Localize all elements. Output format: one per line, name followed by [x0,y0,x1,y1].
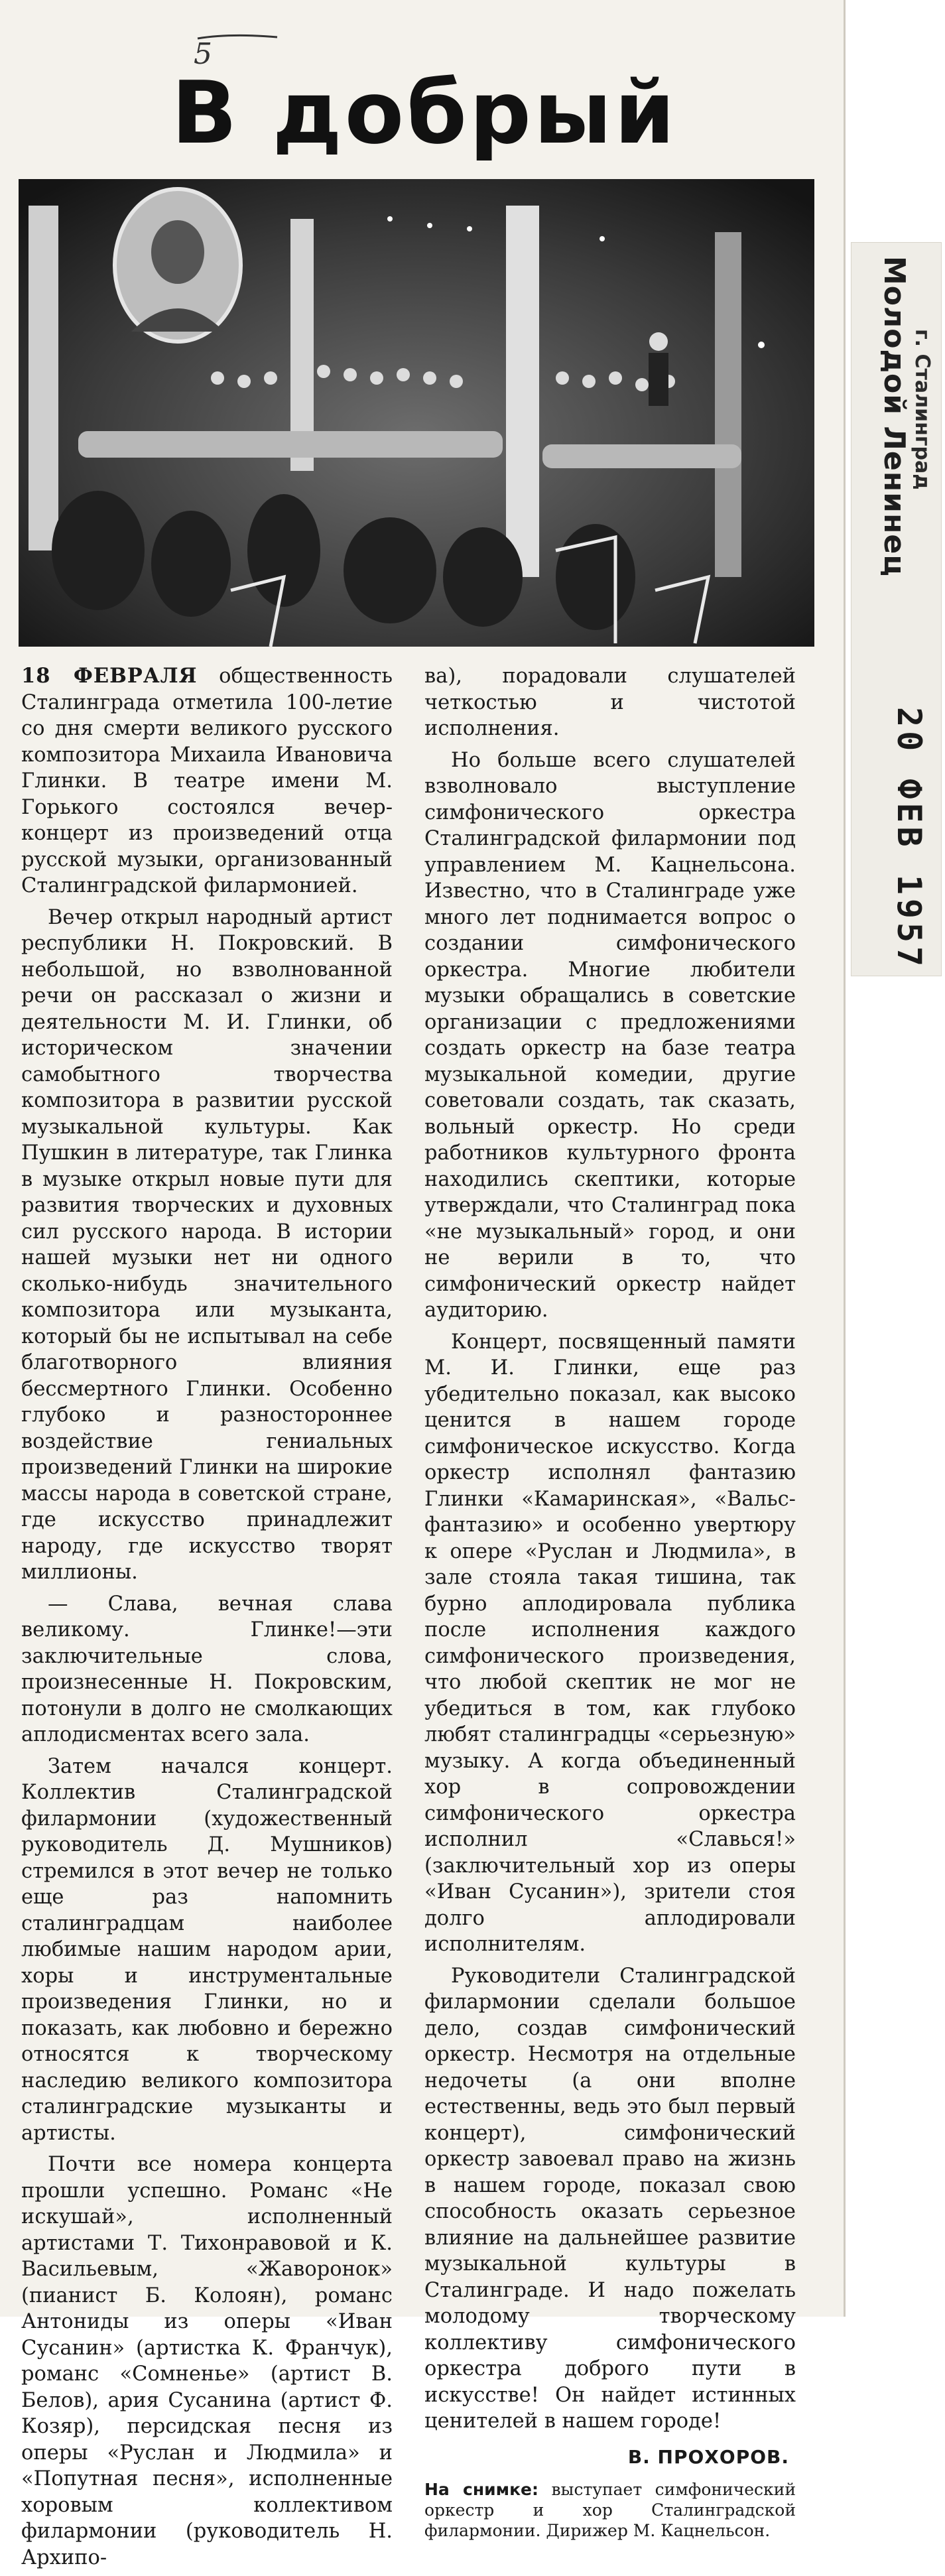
article-paragraph: Затем начался концерт. Коллектив Сталинградской филармонии (художественный руководитель Д. Мушников) стремился в этот вечер не только еще раз напомнить сталинградцам наиболее любимые нашим народом арии, хоры и инструментальные произведения Глинки, но и показать, как любовно и бережно относятся к творческому наследию великого композитора сталинградские музыканты и артисты. [21,1754,393,2145]
photo-caption-text: выступает симфонический оркестр и хор Сталинградской филармонии. Дирижер М. Кацнельсон. [424,2480,796,2540]
newspaper-city: г. Сталинград [911,329,934,490]
article-paragraph: Но больше всего слушателей взволновало выступление симфонического оркестра Сталинградской филармонии под управлением М. Кацнельсона. Известно, что в Сталинграде уже много лет поднимается вопрос о создании симфонического оркестра. Многие любители музыки обращались в советские организации с предложениями создать оркестр на базе театра музыкальной комедии, другие советовали создать, так сказать, вольный оркестр. Но среди работников культурного фронта находились скептики, которые утверждали, что Сталинград пока «не музыкальный» город, и они не верили в то, что симфонический оркестр найдет аудиторию. [424,748,796,1322]
clipping-source-label [851,242,942,976]
concert-photo [19,179,814,647]
article-paragraph: Почти все номера концерта прошли успешно. Романс «Не искушай», исполненный артистами Т. Тихонравовой и К. Васильевым, «Жаворонок» (пианист Б. Колоян), романс Антониды из оперы «Иван Сусанин» (артистка К. Франчук), романс «Сомненье» (артист В. Белов), ария Сусанина (артист Ф. Козяр), персидская песня из оперы «Руслан и Людмила» и «Попутная песня», исполненные хоровым коллективом филармонии (руководитель Н. Архипо- [21,2153,393,2569]
article-paragraph: Концерт, посвященный памяти М. И. Глинки, еще раз убедительно показал, как высоко ценится в нашем городе симфоническое искусство. Когда оркестр исполнял фантазию Глинки «Камаринская», «Вальс-фантазию» и особенно увертюру к опере «Руслан и Людмила», в зале стояла такая тишина, так бурно аплодировала публика после исполнения каждого симфонического произведения, что любой скептик не мог не убедиться в том, как глубоко любят сталинградцы «серьезную» музыку. А когда объединенный хор в сопровождении симфонического оркестра исполнил «Славься!» (заключительный хор из оперы «Иван Сусанин»), зрители стоя долго аплодировали исполнителям. [424,1330,796,1956]
article-column-right [424,663,796,2541]
article-paragraph: 18 ФЕВРАЛЯ общественность Сталинграда отметила 100-летие со дня смерти великого русского композитора Михаила Ивановича Глинки. В театре имени М. Горького состоялся вечер-концерт из произведений отца русской музыки, организованный Сталинградской филармонией. [21,664,393,897]
author-signature: В. ПРОХОРОВ. [627,2445,789,2468]
clipping-date-stamp: 20 ФЕВ 1957 [890,707,928,971]
newspaper-name: Молодой Ленинец [877,256,911,577]
article-paragraph: ва), порадовали слушателей четкостью и чистотой исполнения. [424,665,796,740]
article-paragraph: — Слава, вечная слава великому. Глинке!—эти заключительные слова, произнесенные Н. Покровским, потонули в долго не смолкающих аплодисментах всего зала. [21,1592,393,1746]
photo-caption [424,2479,796,2541]
article-paragraph: Руководители Сталинградской филармонии сделали большое дело, создав симфонический оркестр. Несмотря на отдельные недочеты (а они вполне естественны, ведь это был первый концерт), симфонический оркестр завоевал право на жизнь в нашем городе, показал свою способность оказать серьезное влияние на дальнейшее развитие музыкальной культуры в Сталинграде. И надо пожелать молодому творческому коллективу симфонического оркестра доброго пути в искусстве! Он найдет истинных ценителей в нашем городе! [424,1964,796,2433]
article-paragraph: Вечер открыл народный артист республики Н. Покровский. В небольшой, но взволнованной речи он рассказал о жизни и деятельности М. И. Глинки, об историческом значении самобытного творчества композитора в развитии русской музыкальной культуры. Как Пушкин в литературе, так Глинка в музыке открыл новые пути для развития творческих и духовных сил русского народа. В истории нашей музыки нет ни одного сколько-нибудь значительного композитора или музыканта, который бы не испытывал на себе благотворного влияния бессмертного Глинки. Особенно глубоко и разностороннее воздействие гениальных произведений Глинки на широкие массы народа в советской стране, где искусство принадлежит народу, где искусство творят миллионы. [21,905,393,1584]
article-column-left [21,663,393,2576]
article-lead-date: 18 ФЕВРАЛЯ [21,664,198,688]
pencil-annotation-digit: 5 [194,37,212,66]
article-headline: В добрый [171,62,678,163]
photo-caption-label: На снимке: [424,2480,538,2499]
pencil-annotation [191,27,284,66]
